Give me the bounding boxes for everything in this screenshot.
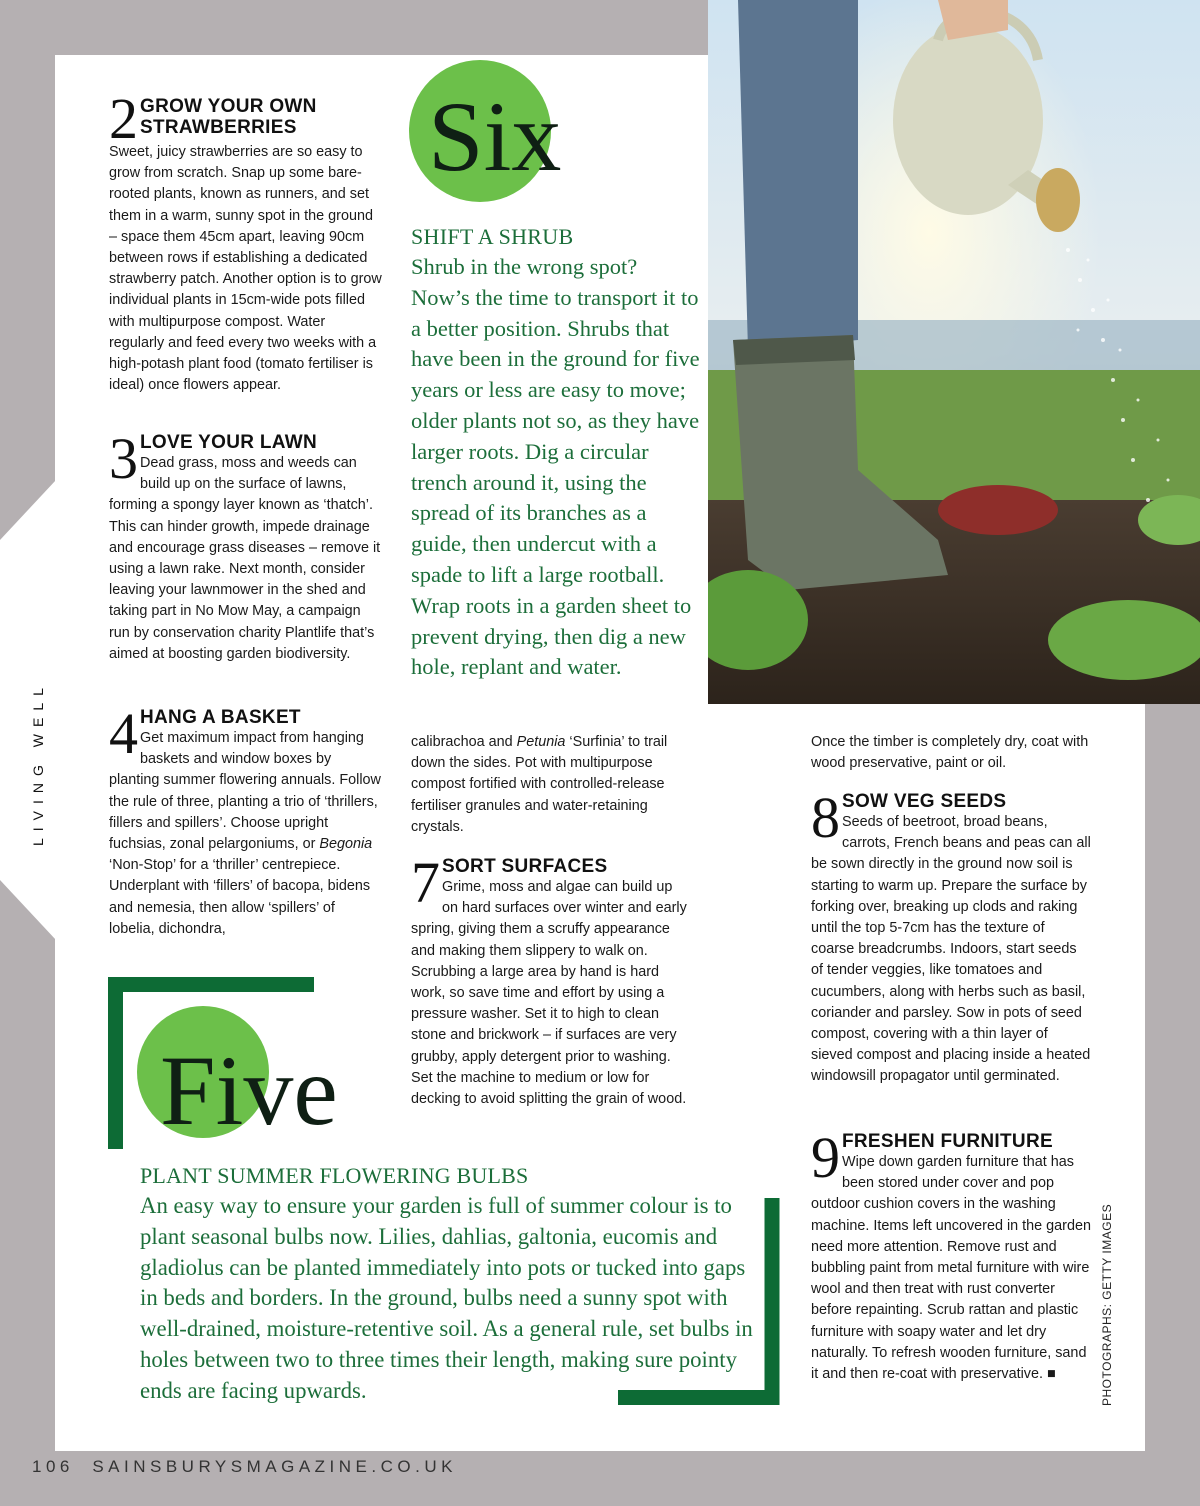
page-number: 106: [32, 1457, 74, 1476]
tip-9-heading: FRESHEN FURNITURE: [842, 1131, 1053, 1152]
tip-3-body: Dead grass, moss and weeds can build up on the surface of lawns, forming a spongy layer known as ‘thatch’. This can hinder growth, impede drainage and encourage grass diseases – remove it using a lawn rake. Next month, consider leaving your lawnmower in the shed and taking part in No Mow May, a campaign run by conservation charity Plantlife that’s aimed at boosting garden biodiversity.: [109, 455, 381, 662]
tip-9-number: 9: [811, 1125, 840, 1190]
tip-6-body: Shrub in the wrong spot? Now’s the time to transport it to a better position. Shrubs that have been in the ground for five years or less are easy to move; older plants not so, as they have larger roots. Dig a circular trench around it, using the spread of its branches as a guide, then undercut with a spade to lift a large rootball. Wrap roots in a garden sheet to prevent drying, then dig a new hole, replant and water.: [411, 254, 700, 680]
tip-5-heading: PLANT SUMMER FLOWERING BULBS: [140, 1163, 529, 1188]
tip-8-number: 8: [811, 785, 840, 850]
tip-8-body: Seeds of beetroot, broad beans, carrots, French beans and peas can all be sown directly in the ground now soil is starting to warm up. Prepare the surface by forking over, breaking up clods and raking until the top 5-7cm has the texture of coarse breadcrumbs. Indoors, start seeds of tender veggies, like tomatoes and cucumbers, along with herbs such as basil, coriander and parsley. Sow in pots of seed compost, covering with a thin layer of sieved compost and placing inside a heated windowsill propagator until germinated.: [811, 814, 1091, 1085]
six-word: Six: [428, 81, 562, 192]
tip-2: [109, 92, 384, 396]
tip-6-heading: SHIFT A SHRUB: [411, 224, 574, 249]
tip-9-body: Wipe down garden furniture that has been stored under cover and pop outdoor cushion covers in the washing machine. Items left uncovered in the garden need more attention. Remove rust and bubbling paint from metal furniture with wire wool and then treat with rust converter before repainting. Scrub rattan and plastic furniture with soapy water and let dry naturally. To refresh wooden furniture, sand it and then re-coat with preservative. ■: [811, 1154, 1091, 1383]
tip-4-heading: HANG A BASKET: [140, 707, 301, 728]
tip-7-body: Grime, moss and algae can build up on hard surfaces over winter and early spring, giving them a scruffy appearance and making them slippery to walk on. Scrubbing a large area by hand is hard work, so save time and effort by using a pressure washer. Set it to high to clean stone and brickwork – if surfaces are very grubby, apply detergent prior to washing. Set the machine to medium or low for decking to avoid splitting the grain of wood.: [411, 879, 687, 1108]
tip-7-continued: Once the timber is completely dry, coat with wood preservative, paint or oil.: [811, 734, 1089, 772]
tip-4-body: Get maximum impact from hanging baskets and window boxes by planting summer flowering annuals. Follow the rule of three, planting a trio of ‘thrillers, fillers and spillers’. Choose upright fuchsias, zonal pelargoniums, or Begonia ‘Non-Stop’ for a ‘thriller’ centrepiece. Underplant with ‘fillers’ of bacopa, bidens and nemesia, then allow ‘spillers’ of lobelia, dichondra,: [109, 730, 381, 937]
watering-can-photo: [708, 0, 1200, 704]
tip-4-continued: calibrachoa and Petunia ‘Surfinia’ to trail down the sides. Pot with multipurpose compost fortified with controlled-release fertiliser granules and water-retaining crystals.: [411, 734, 668, 835]
tip-5: [140, 1161, 765, 1407]
section-label: LIVING WELL: [30, 681, 46, 846]
petunia-italic: Petunia: [516, 734, 566, 750]
begonia-italic: Begonia: [319, 836, 373, 853]
tip-4-number: 4: [109, 701, 138, 766]
tip-7-number: 7: [411, 850, 440, 915]
footer: [32, 1457, 457, 1477]
tip-3: [109, 426, 384, 665]
tip-2-heading-line2: STRAWBERRIES: [140, 117, 297, 138]
website-url: SAINSBURYSMAGAZINE.CO.UK: [92, 1457, 457, 1476]
tip-3-heading: LOVE YOUR LAWN: [140, 432, 317, 453]
left-chevron-shape: [0, 470, 56, 950]
tip-2-heading-line1: GROW YOUR OWN: [140, 96, 317, 117]
five-word: Five: [160, 1035, 338, 1146]
tip-3-number: 3: [109, 426, 138, 491]
tip-6: [411, 222, 701, 683]
tip-5-body: An easy way to ensure your garden is full of summer colour is to plant seasonal bulbs now. Lilies, dahlias, galtonia, eucomis and gladiolus can be planted immediately into pots or tucked into gaps in beds and borders. In the ground, bulbs need a sunny spot with well-drained, moisture-retentive soil. As a general rule, set bulbs in holes between two to three times their length, making sure pointy ends are facing upwards.: [140, 1193, 753, 1403]
tip-8: [811, 785, 1091, 1088]
photo-credit: PHOTOGRAPHS: GETTY IMAGES: [1100, 1203, 1114, 1406]
tip-7-heading: SORT SURFACES: [442, 856, 608, 877]
tip-9: [811, 1125, 1091, 1385]
tip-8-heading: SOW VEG SEEDS: [842, 791, 1007, 812]
end-mark: ■: [1046, 1366, 1056, 1383]
tip-2-body: Sweet, juicy strawberries are so easy to grow from scratch. Snap up some bare-rooted plants, known as runners, and set them in a warm, sunny spot in the ground – space them 45cm apart, leaving 90cm between rows if establishing a dedicated strawberry patch. Another option is to grow individual plants in 15cm-wide pots filled with multipurpose compost. Water regularly and feed every two weeks with a high-potash plant food (tomato fertiliser is ideal) once flowers appear.: [109, 144, 382, 394]
tip-2-number: 2: [109, 92, 138, 142]
tip-4: [109, 701, 384, 940]
